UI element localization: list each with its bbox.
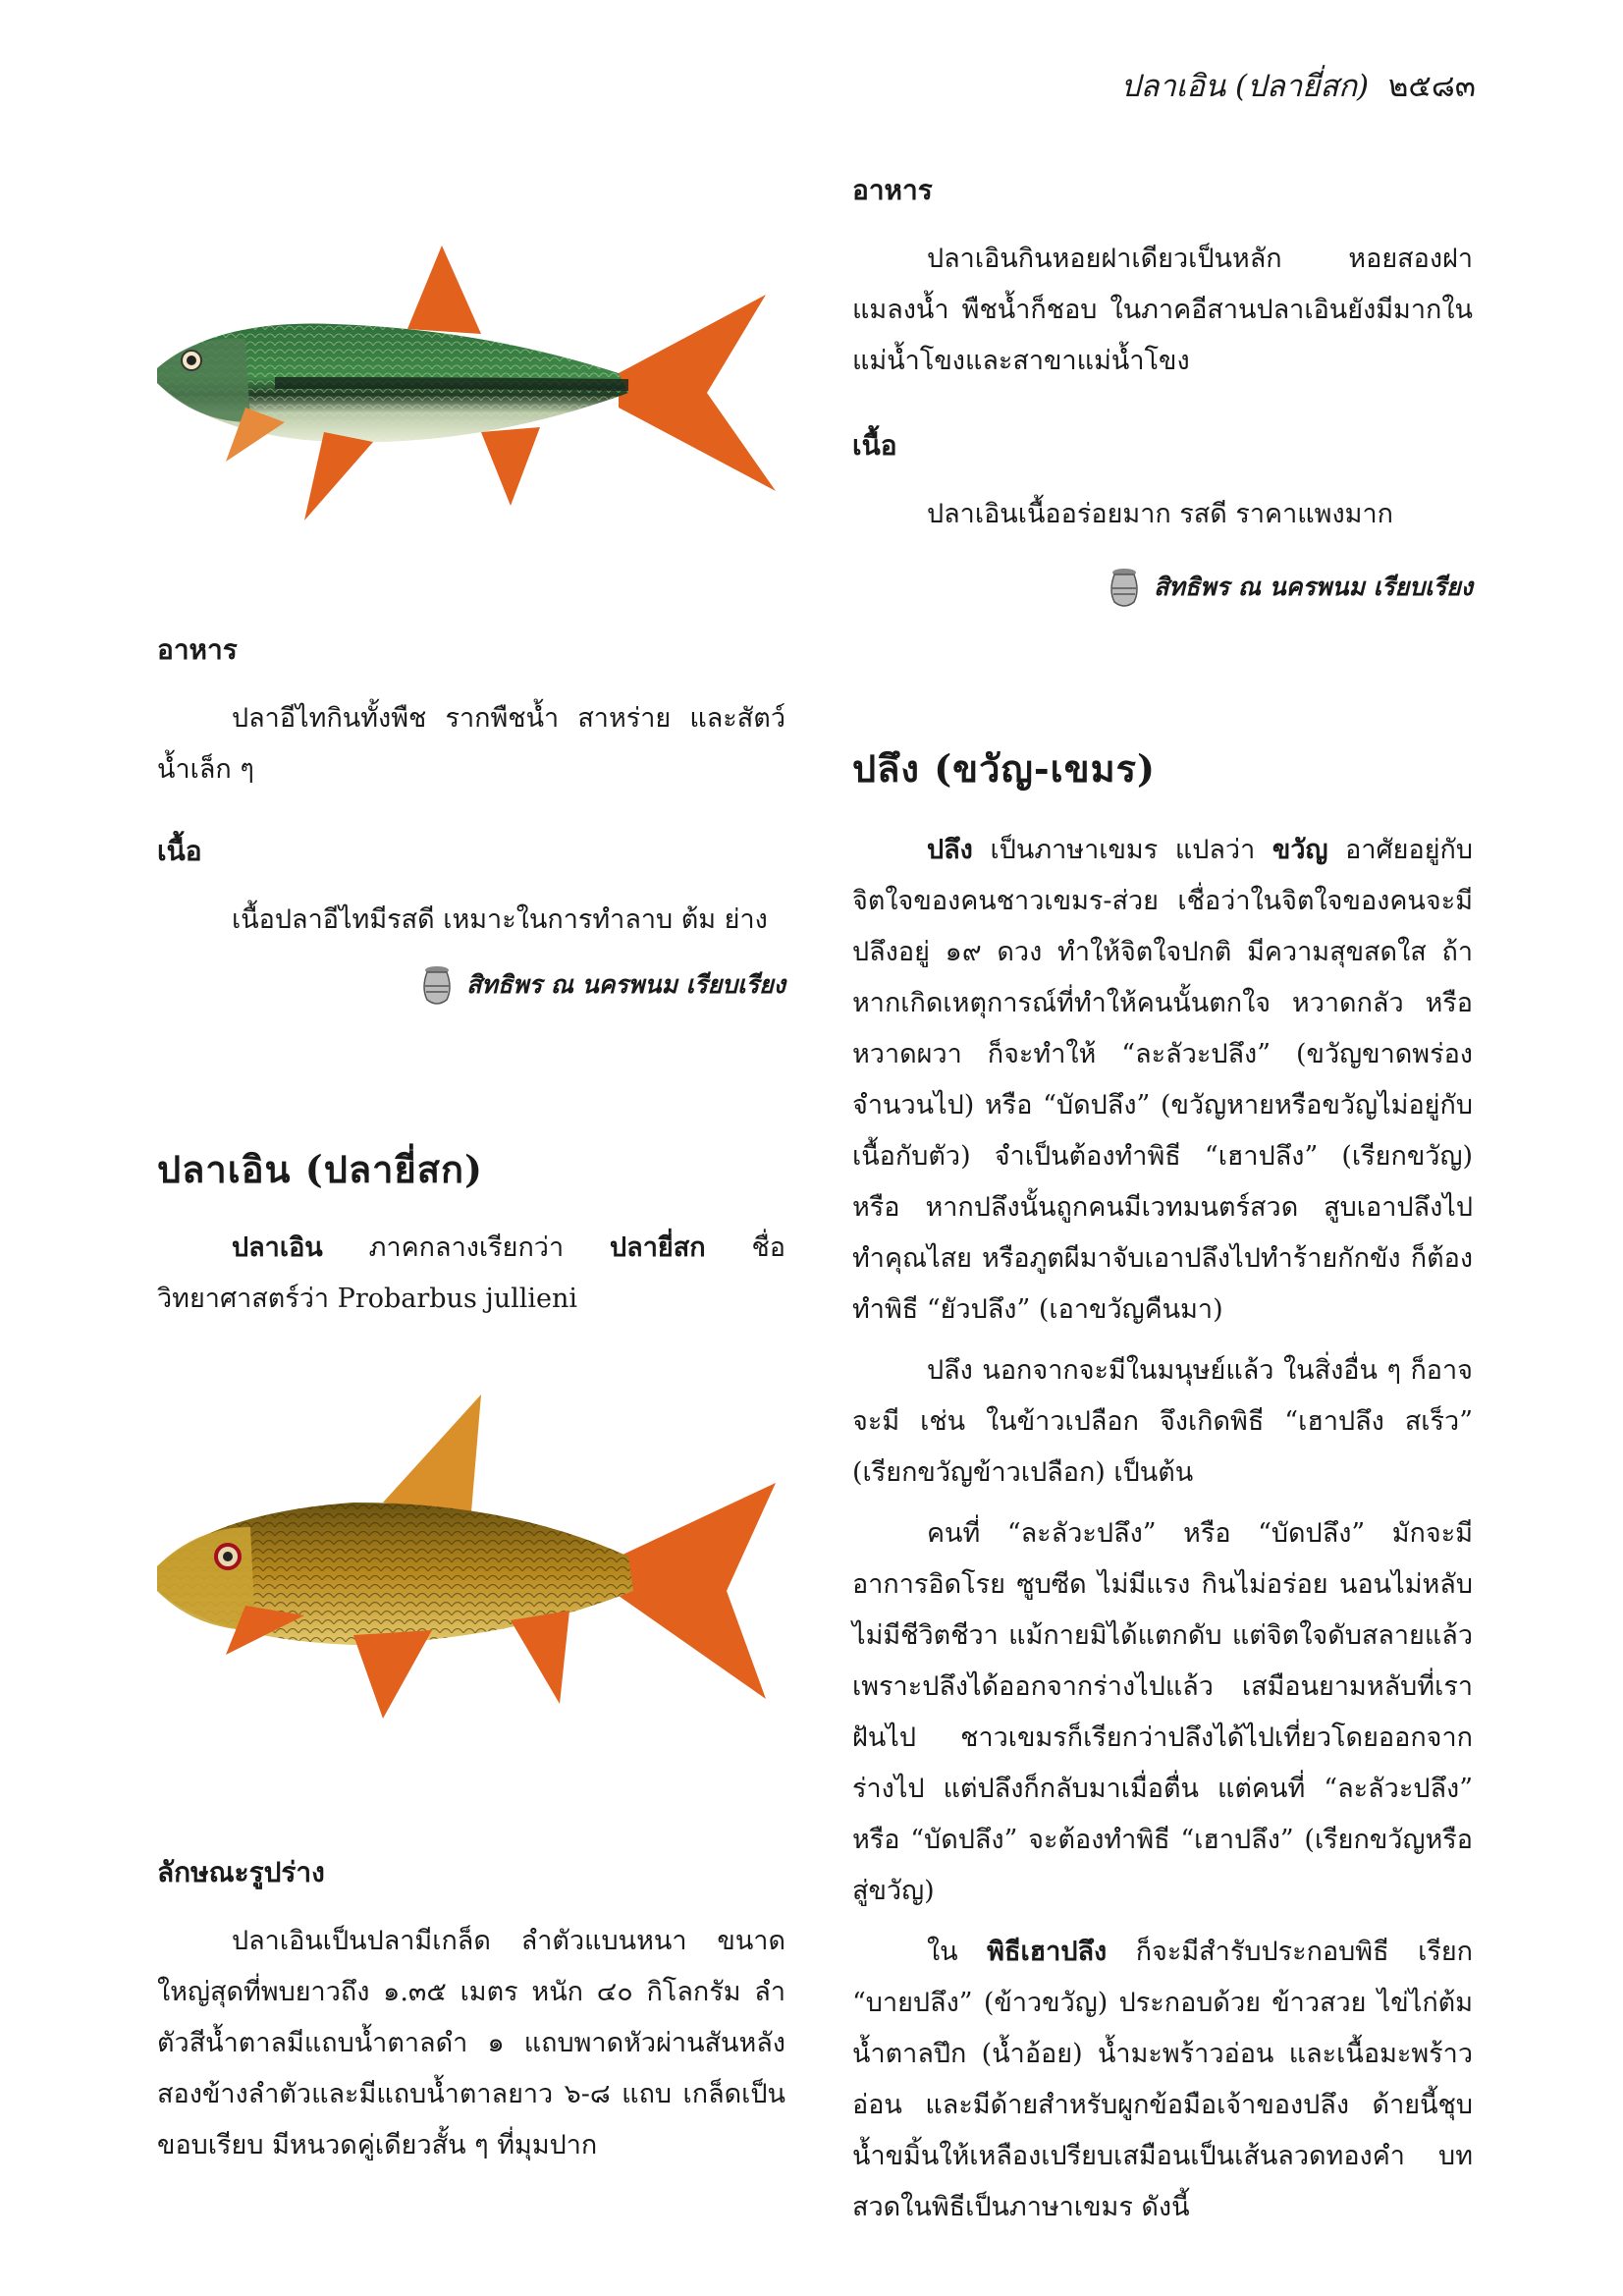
fish-illustration-green bbox=[157, 236, 776, 540]
food-text-right: ปลาเอินกินหอยฝาเดียวเป็นหลัก หอยสองฝา แมลงน้ำ พืชน้ำก็ชอบ ในภาคอีสานปลาเอินยังมีมากในแม่น้ำโขงและสาขาแม่น้ำโขง bbox=[852, 244, 1473, 376]
term-plaaen: ปลาเอิน bbox=[232, 1232, 323, 1263]
section-heading-meat-right: เนื้อ bbox=[852, 429, 897, 462]
food-text: ปลาอีไทกินทั้งพืช รากพืชน้ำ สาหร่าย และสัตว์น้ำเล็ก ๆ bbox=[157, 703, 785, 785]
credit-text: สิทธิพร ณ นครพนม เรียบเรียง bbox=[466, 970, 785, 999]
pot-icon bbox=[419, 962, 455, 1008]
pleung-body bbox=[852, 825, 1473, 2233]
term-pleung: ปลึง bbox=[927, 835, 973, 865]
section-heading-shape: ลักษณะรูปร่าง bbox=[157, 1856, 325, 1888]
intro-rest: ชื่อวิทยาศาสตร์ว่า Probarbus jullieni bbox=[157, 1232, 785, 1314]
page-number: ๒๕๘๓ bbox=[1387, 69, 1476, 104]
p4-part-b: ก็จะมีสำรับประกอบพิธี เรียก “บายปลึง” (ข้าวขวัญ) ประกอบด้วย ข้าวสวย ไข่ไก่ต้ม น้ำตาลปึก (น้ำอ้อย) น้ำมะพร้าวอ่อน และเนื้อมะพร้าวอ่อน และมีด้ายสำหรับผูกข้อมือเจ้าของปลึง ด้ายนี้ชุบน้ำขมิ้นให้เหลืองเปรียบเสมือนเป็นเส้นลวดทองคำ บทสวดในพิธีเป็นภาษาเขมร ดังนี้ bbox=[852, 1937, 1473, 2222]
header-title: ปลาเอิน (ปลายี่สก) bbox=[1120, 69, 1370, 104]
meat-text-right: ปลาเอินเนื้ออร่อยมาก รสดี ราคาแพงมาก bbox=[927, 499, 1393, 529]
p1-part-b: อาศัยอยู่กับจิตใจของคนชาวเขมร-ส่วย เชื่อว่าในจิตใจของคนจะมีปลึงอยู่ ๑๙ ดวง ทำให้จิตใจปกติ มีความสุขสดใส ถ้าหากเกิดเหตุการณ์ที่ทำให้คนนั้นตกใจ หวาดกลัว หรือหวาดผวา ก็จะทำให้ “ละลัวะปลึง” (ขวัญขาดพร่องจำนวนไป) หรือ “บัดปลึง” (ขวัญหายหรือขวัญไม่อยู่กับเนื้อกับตัว) จำเป็นต้องทำพิธี “เฮาปลึง” (เรียกขวัญ) หรือ หากปลึงนั้นถูกคนมีเวทมนตร์สวด สูบเอาปลึงไปทำคุณไสย หรือภูตผีมาจับเอาปลึงไปทำร้ายกักขัง ก็ต้องทำพิธี “ยัวปลึง” (เอาขวัญคืนมา) bbox=[852, 835, 1473, 1325]
intro-paragraph bbox=[157, 1223, 785, 1325]
credit-line bbox=[157, 962, 785, 1008]
article-title: ปลาเอิน (ปลายี่สก) bbox=[157, 1147, 483, 1191]
intro-text bbox=[157, 1223, 785, 1325]
credit-line-right bbox=[852, 565, 1473, 610]
term-plaayisok: ปลายี่สก bbox=[610, 1232, 706, 1263]
fish-illustration-golden bbox=[157, 1394, 785, 1719]
paragraph-1 bbox=[852, 825, 1473, 1336]
left-meat-section bbox=[157, 830, 785, 946]
section-heading-meat: เนื้อ bbox=[157, 835, 202, 867]
p1-part-a: เป็นภาษาเขมร แปลว่า bbox=[972, 835, 1272, 865]
left-food-section bbox=[157, 629, 785, 795]
term-khwan: ขวัญ bbox=[1271, 835, 1328, 865]
article-title-plaaen-wrap bbox=[157, 1139, 785, 1199]
running-header bbox=[1121, 61, 1476, 110]
paragraph-4 bbox=[852, 1927, 1473, 2233]
section-heading-food-right: อาหาร bbox=[852, 174, 933, 206]
right-meat-section bbox=[852, 424, 1473, 540]
meat-text: เนื้อปลาอีไทมีรสดี เหมาะในการทำลาบ ต้ม ย่าง bbox=[232, 904, 768, 935]
shape-text: ปลาเอินเป็นปลามีเกล็ด ลำตัวแบนหนา ขนาดใหญ่สุดที่พบยาวถึง ๑.๓๕ เมตร หนัก ๔๐ กิโลกรัม ลำตัวสีน้ำตาลมีแถบน้ำตาลดำ ๑ แถบพาดหัวผ่านสันหลังสองข้างลำตัวและมีแถบน้ำตาลยาว ๖-๘ แถบ เกล็ดเป็นขอบเรียบ มีหนวดคู่เดียวสั้น ๆ ที่มุมปาก bbox=[157, 1926, 785, 2160]
credit-text-right: สิทธิพร ณ นครพนม เรียบเรียง bbox=[1154, 573, 1473, 601]
pot-icon bbox=[1107, 565, 1142, 610]
paragraph-3: คนที่ “ละลัวะปลึง” หรือ “บัดปลึง” มักจะมีอาการอิดโรย ซูบซีด ไม่มีแรง กินไม่อร่อย นอนไม่หลับ ไม่มีชีวิตชีวา แม้กายมิได้แตกดับ แต่จิตใจดับสลายแล้ว เพราะปลึงได้ออกจากร่างไปแล้ว เสมือนยามหลับที่เราฝันไป ชาวเขมรก็เรียกว่าปลึงได้ไปเที่ยวโดยออกจากร่างไป แต่ปลึงก็กลับมาเมื่อตื่น แต่คนที่ “ละลัวะปลึง” หรือ “บัดปลึง” จะต้องทำพิธี “เฮาปลึง” (เรียกขวัญหรือสู่ขวัญ) bbox=[852, 1518, 1473, 1906]
term-ceremony: พิธีเฮาปลึง bbox=[987, 1937, 1108, 1967]
paragraph-2: ปลึง นอกจากจะมีในมนุษย์แล้ว ในสิ่งอื่น ๆ ก็อาจจะมี เช่น ในข้าวเปลือก จึงเกิดพิธี “เฮาปลึง สเร็ว” (เรียกขวัญข้าวเปลือก) เป็นต้น bbox=[852, 1355, 1473, 1488]
article-title-pleung-wrap bbox=[852, 738, 1473, 798]
section-heading-food: อาหาร bbox=[157, 633, 238, 666]
intro-mid: ภาคกลางเรียกว่า bbox=[322, 1232, 611, 1263]
shape-section bbox=[157, 1851, 785, 2171]
article-title-right: ปลึง (ขวัญ-เขมร) bbox=[852, 746, 1157, 791]
right-food-section bbox=[852, 169, 1473, 387]
p4-part-a: ใน bbox=[927, 1937, 988, 1967]
